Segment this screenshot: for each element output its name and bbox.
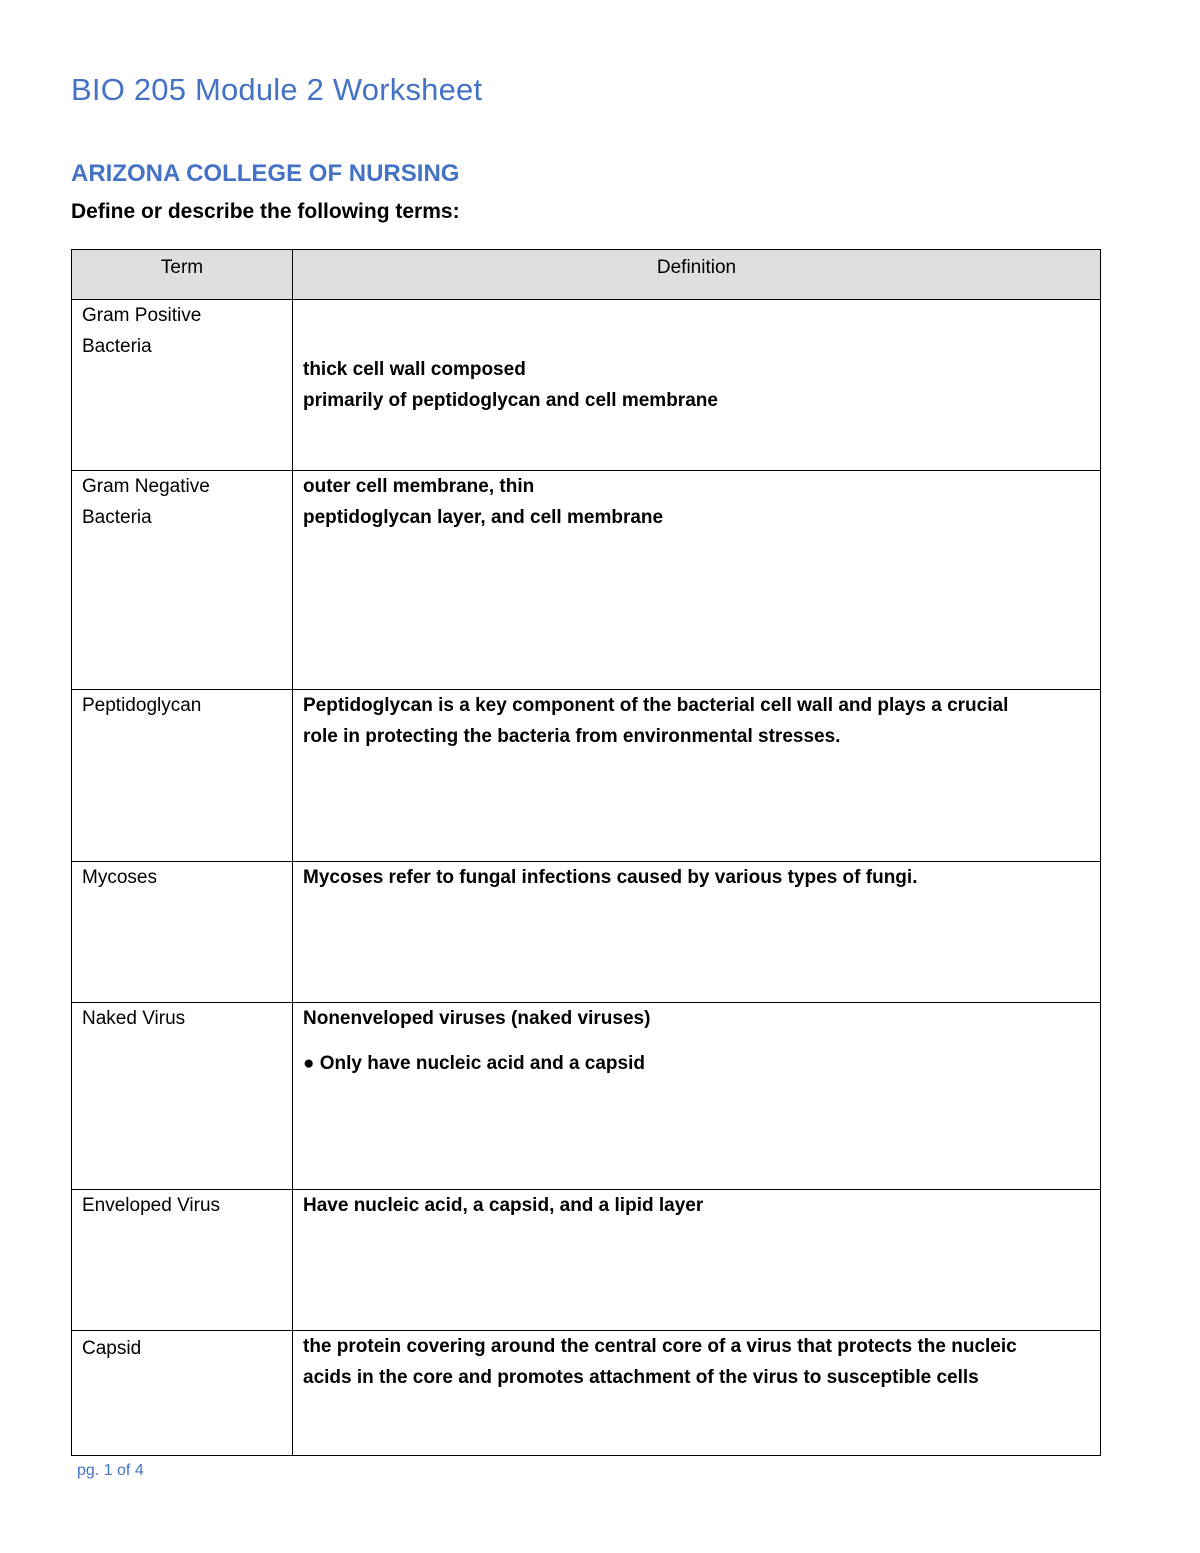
instruction-text: Define or describe the following terms:	[71, 200, 460, 223]
definition-text: role in protecting the bacteria from environmental stresses.	[303, 726, 841, 747]
term-text: Gram Negative	[82, 476, 210, 497]
definition-text: Nonenveloped viruses (naked viruses)	[303, 1008, 651, 1029]
page-title: BIO 205 Module 2 Worksheet	[71, 72, 483, 107]
definition-cell	[293, 1003, 1101, 1190]
term-text: Enveloped Virus	[82, 1195, 221, 1216]
term-cell	[72, 1331, 293, 1456]
term-text: Bacteria	[82, 336, 152, 357]
column-header-definition: Definition	[293, 250, 1101, 300]
definition-cell	[293, 1190, 1101, 1331]
table-header-row	[72, 250, 1101, 300]
table-row	[72, 1331, 1101, 1456]
definition-text: thick cell wall composed	[303, 359, 526, 380]
definition-text: Have nucleic acid, a capsid, and a lipid layer	[303, 1195, 704, 1216]
definition-cell	[293, 690, 1101, 862]
definition-text: peptidoglycan layer, and cell membrane	[303, 507, 664, 528]
definition-bullet: ● Only have nucleic acid and a capsid	[303, 1053, 645, 1074]
term-cell	[72, 471, 293, 690]
definition-cell	[293, 862, 1101, 1003]
definition-text: acids in the core and promotes attachment of the virus to susceptible cells	[303, 1367, 979, 1388]
definition-text: outer cell membrane, thin	[303, 476, 535, 497]
page-number: pg. 1 of 4	[77, 1462, 144, 1479]
term-text: Mycoses	[82, 867, 157, 888]
term-text: Bacteria	[82, 507, 152, 528]
table-row	[72, 471, 1101, 690]
table-row	[72, 690, 1101, 862]
term-text: Naked Virus	[82, 1008, 186, 1029]
term-cell	[72, 862, 293, 1003]
table-row	[72, 1190, 1101, 1331]
table-row	[72, 862, 1101, 1003]
column-header-term: Term	[72, 250, 293, 300]
term-cell	[72, 1190, 293, 1331]
term-text: Gram Positive	[82, 305, 202, 326]
definition-cell	[293, 1331, 1101, 1456]
term-cell	[72, 300, 293, 471]
definition-text: primarily of peptidoglycan and cell membrane	[303, 390, 718, 411]
college-name: ARIZONA COLLEGE OF NURSING	[71, 160, 460, 187]
term-cell	[72, 690, 293, 862]
term-text: Peptidoglycan	[82, 695, 202, 716]
terms-table	[71, 249, 1101, 1456]
definition-text: Peptidoglycan is a key component of the bacterial cell wall and plays a crucial	[303, 695, 1009, 716]
definition-text: the protein covering around the central core of a virus that protects the nucleic	[303, 1336, 1017, 1357]
definition-cell	[293, 300, 1101, 471]
table-row	[72, 300, 1101, 471]
definition-cell	[293, 471, 1101, 690]
term-text: Capsid	[82, 1338, 142, 1359]
table-row	[72, 1003, 1101, 1190]
term-cell	[72, 1003, 293, 1190]
definition-text: Mycoses refer to fungal infections caused by various types of fungi.	[303, 867, 918, 888]
